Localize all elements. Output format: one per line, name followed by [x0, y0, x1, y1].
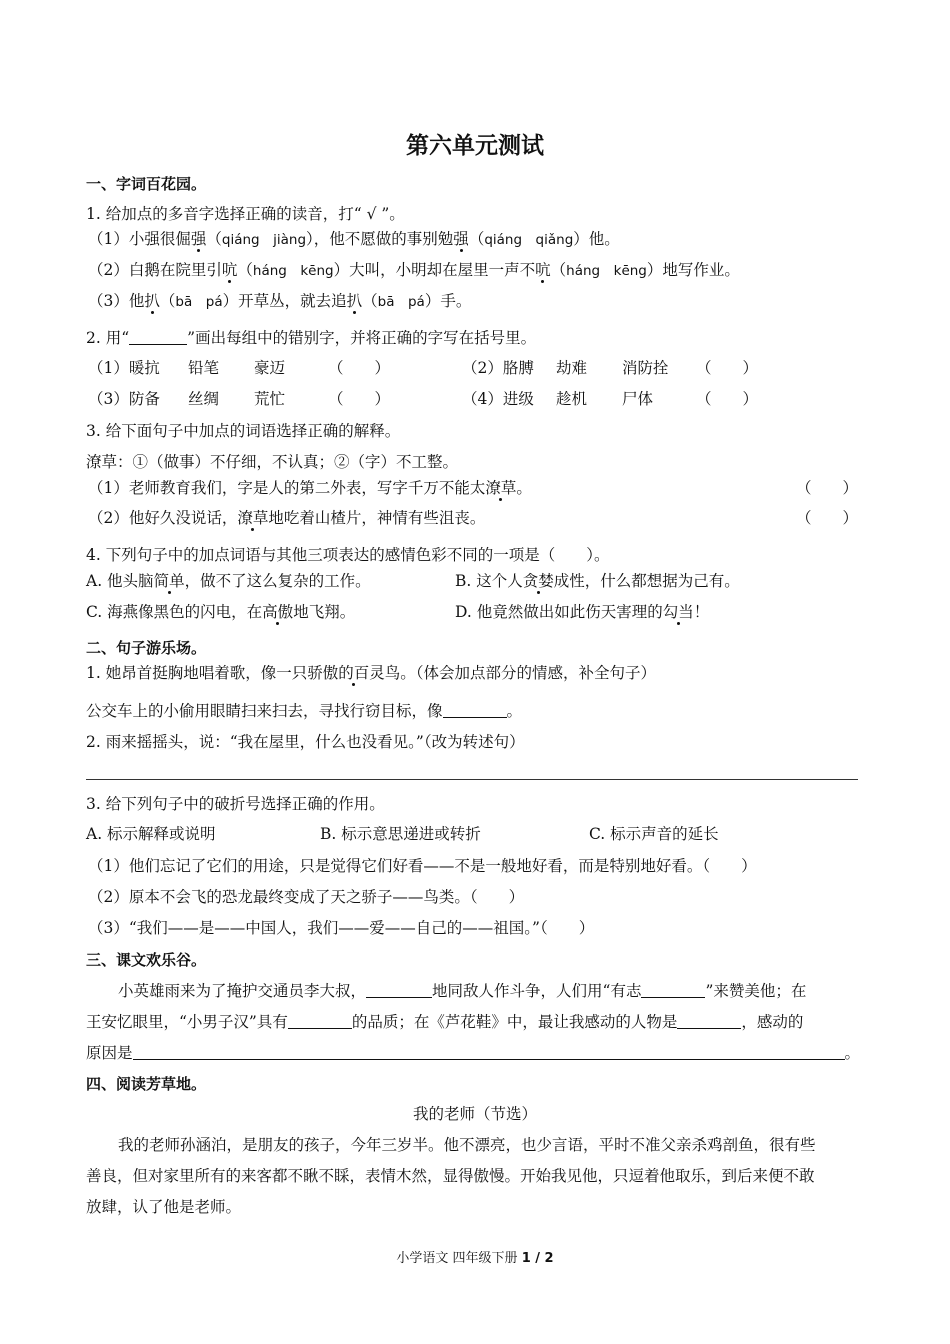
underline-blank	[129, 330, 187, 345]
dash-item-2: （2）原本不会飞的恐龙最终变成了天之骄子——鸟类。（ ）	[88, 888, 525, 906]
page-footer	[0, 1247, 950, 1266]
answer-blank[interactable]	[288, 1014, 352, 1029]
question-4-stem: 4. 下列句子中的加点词语与其他三项表达的感情色彩不同的一项是（ ）。	[86, 546, 610, 564]
question-4-option-b: B. 这个人贪婪成性，什么都想据为己有。	[455, 572, 740, 590]
section-3-line-2: 王安忆眼里，“小男子汉”具有 的品质；在《芦花鞋》中，最让我感动的人物是 ，感动的	[86, 1013, 804, 1031]
section-heading-1: 一、字词百花园。	[86, 175, 207, 193]
section-2-question-3: 3. 给下列句子中的破折号选择正确的作用。	[86, 795, 385, 813]
answer-blank[interactable]	[677, 1014, 741, 1029]
section-2-question-1: 1. 她昂首挺胸地唱着歌，像一只骄傲的百灵鸟。（体会加点部分的情感，补全句子）	[86, 664, 656, 682]
question-1-item-1: （1）小强很倔强（qiáng jiàng），他不愿做的事别勉强（qiáng qiǎng）他。	[88, 230, 620, 248]
answer-paren: （ ）	[796, 479, 859, 497]
question-2-stem: 2. 用“ ”画出每组中的错别字，并将正确的字写在括号里。	[86, 329, 537, 347]
passage-line-2: 善良，但对家里所有的来客都不瞅不睬，表情木然，显得傲慢。开始我见他，只逗着他取乐，到后来便不敢	[86, 1167, 815, 1185]
dash-option-a: A. 标示解释或说明	[86, 825, 216, 843]
passage-line-3: 放肆，认了他是老师。	[86, 1198, 242, 1216]
question-2-group-4: （4）进级 趁机 尸体 （ ）	[462, 390, 759, 408]
passage-title: 我的老师（节选）	[412, 1105, 537, 1123]
section-2-question-2: 2. 雨来摇摇头，说：“我在屋里，什么也没看见。”（改为转述句）	[86, 733, 525, 751]
dash-item-3: （3）“我们——是——中国人，我们——爱——自己的——祖国。”（ ）	[88, 919, 595, 937]
question-3-sentence-1: （1）老师教育我们，字是人的第二外表，写字千万不能太潦草。	[88, 479, 532, 497]
answer-line[interactable]	[86, 779, 858, 780]
dash-option-c: C. 标示声音的延长	[589, 825, 719, 843]
question-1-item-3: （3）他扒（bā pá）开草丛，就去追扒（bā pá）手。	[88, 292, 472, 310]
question-3-sentence-2: （2）他好久没说话，潦草地吃着山楂片，神情有些沮丧。	[88, 509, 486, 527]
section-heading-4: 四、阅读芳草地。	[86, 1075, 207, 1093]
dash-item-1: （1）他们忘记了它们的用途，只是觉得它们好看——不是一般地好看，而是特别地好看。（ ）	[88, 857, 757, 875]
question-3-definition: 潦草：①（做事）不仔细，不认真；②（字）不工整。	[86, 453, 459, 471]
answer-blank[interactable]	[133, 1045, 845, 1060]
passage-line-1: 我的老师孙涵泊，是朋友的孩子，今年三岁半。他不漂亮，也少言语，平时不准父亲杀鸡剖鱼，很有些	[118, 1136, 816, 1154]
answer-blank[interactable]	[366, 983, 432, 998]
section-3-line-1: 小英雄雨来为了掩护交通员李大叔， 地同敌人作斗争，人们用“有志 ”来赞美他；在	[118, 982, 807, 1000]
question-2-group-2: （2）胳膊 劫难 消防拴 （ ）	[462, 359, 759, 377]
section-3-line-3: 原因是 。	[86, 1044, 861, 1062]
question-3-stem: 3. 给下面句子中加点的词语选择正确的解释。	[86, 422, 401, 440]
answer-blank[interactable]	[443, 703, 507, 718]
section-2-question-1-fill: 公交车上的小偷用眼睛扫来扫去，寻找行窃目标，像 。	[86, 702, 523, 720]
footer-subject: 小学语文 四年级下册	[396, 1251, 518, 1266]
dash-option-b: B. 标示意思递进或转折	[320, 825, 481, 843]
question-2-group-3: （3）防备 丝绸 荒忙 （ ）	[88, 390, 391, 408]
question-2-group-1: （1）暖抗 铅笔 豪迈 （ ）	[88, 359, 391, 377]
question-4-option-c: C. 海燕像黑色的闪电，在高傲地飞翔。	[86, 603, 356, 621]
question-1-stem: 1. 给加点的多音字选择正确的读音，打“ √ ”。	[86, 205, 405, 223]
section-heading-3: 三、课文欢乐谷。	[86, 951, 207, 969]
page-title: 第六单元测试	[406, 133, 544, 159]
answer-blank[interactable]	[641, 983, 705, 998]
answer-paren: （ ）	[796, 509, 859, 527]
question-4-option-d: D. 他竟然做出如此伤天害理的勾当！	[455, 603, 710, 621]
question-4-option-a: A. 他头脑简单，做不了这么复杂的工作。	[86, 572, 371, 590]
section-heading-2: 二、句子游乐场。	[86, 639, 207, 657]
question-1-item-2: （2）白鹅在院里引吭（háng kēng）大叫，小明却在屋里一声不吭（háng kēng）地写作业。	[88, 261, 740, 279]
page-number: 1 / 2	[521, 1251, 554, 1266]
